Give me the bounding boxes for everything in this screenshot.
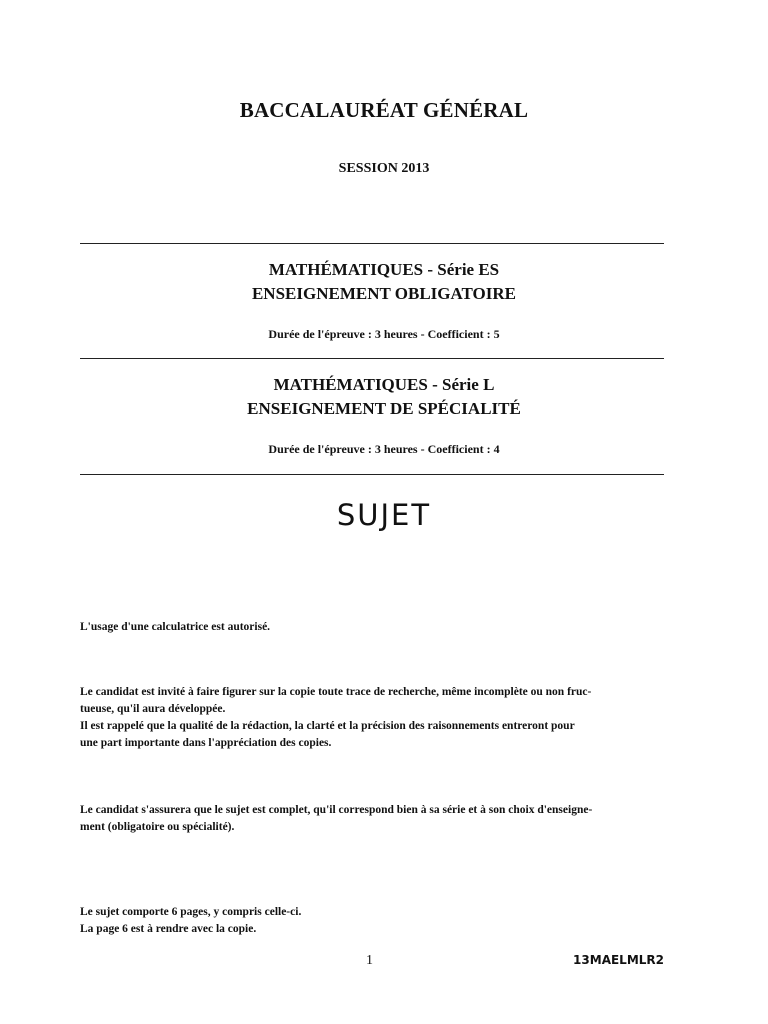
- section-duration: Durée de l'épreuve : 3 heures - Coefficient : 5: [268, 327, 500, 341]
- calculator-notice: L'usage d'une calculatrice est autorisé.: [80, 621, 271, 633]
- instruction-line: Le sujet comporte 6 pages, y compris celle-ci.: [80, 906, 302, 918]
- page-count-instructions: [80, 904, 664, 938]
- section-duration: Durée de l'épreuve : 3 heures - Coefficient : 4: [268, 442, 500, 456]
- exam-title: BACCALAURÉAT GÉNÉRAL: [239, 98, 529, 122]
- instruction-line: Le candidat s'assurera que le sujet est complet, qu'il correspond bien à sa série et à son choix d'enseigne-: [80, 804, 593, 816]
- sujet-heading: SUJET: [336, 498, 432, 532]
- document-code: 13MAELMLR2: [573, 953, 664, 967]
- session-label: SESSION 2013: [338, 161, 430, 176]
- instruction-line: ment (obligatoire ou spécialité).: [80, 821, 235, 833]
- candidate-instructions: [80, 684, 664, 752]
- instruction-line: Le candidat est invité à faire figurer sur la copie toute trace de recherche, même incomplète ou non fruc-: [80, 686, 592, 698]
- completeness-instructions: [80, 802, 664, 836]
- section-l: [0, 373, 768, 421]
- section-track: ENSEIGNEMENT DE SPÉCIALITÉ: [247, 399, 521, 418]
- page-number: 1: [366, 953, 373, 968]
- divider: [80, 358, 664, 359]
- instruction-line: tueuse, qu'il aura développée.: [80, 703, 226, 715]
- section-es: [0, 258, 768, 306]
- divider: [80, 474, 664, 475]
- section-subject: MATHÉMATIQUES - Série ES: [268, 260, 500, 279]
- instruction-line: une part importante dans l'appréciation des copies.: [80, 737, 332, 749]
- instruction-line: Il est rappelé que la qualité de la rédaction, la clarté et la précision des raisonnements entreront pour: [80, 720, 575, 732]
- section-subject: MATHÉMATIQUES - Série L: [273, 375, 495, 394]
- instruction-line: La page 6 est à rendre avec la copie.: [80, 923, 257, 935]
- section-track: ENSEIGNEMENT OBLIGATOIRE: [251, 284, 517, 303]
- divider: [80, 243, 664, 244]
